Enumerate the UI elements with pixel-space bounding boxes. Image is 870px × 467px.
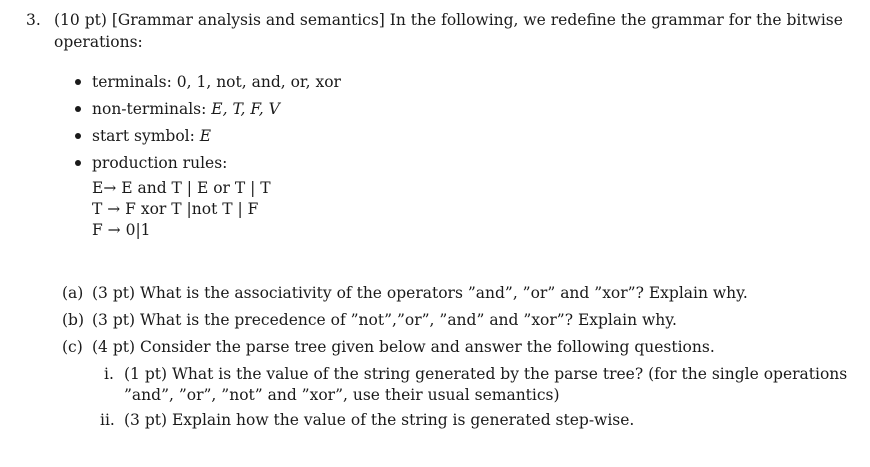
question-number: 3.: [26, 11, 41, 29]
nonterminals-label: non-terminals:: [92, 100, 207, 118]
bullet-terminals: [75, 79, 81, 85]
start-symbol-value: E: [199, 127, 212, 145]
start-symbol-label: start symbol:: [92, 127, 195, 145]
terminals-item: [92, 72, 341, 92]
part-b-marker: (b): [62, 311, 85, 329]
bullet-production-rules: [75, 160, 81, 166]
production-rule-T: T → F xor T |not T | F: [92, 200, 259, 218]
terminals-label: terminals:: [92, 73, 172, 91]
part-c-ii-text: (3 pt) Explain how the value of the string is generated step-wise.: [124, 411, 635, 429]
part-c-i-marker: i.: [104, 365, 114, 383]
question-header-line1: (10 pt) [Grammar analysis and semantics] In the following, we redefine the grammar for the bitwise: [54, 11, 843, 29]
part-b-text: (3 pt) What is the precedence of ”not”,”or”, ”and” and ”xor”? Explain why.: [92, 311, 677, 329]
nonterminals-item: [92, 99, 280, 119]
production-rules-label: production rules:: [92, 154, 228, 172]
part-a-text: (3 pt) What is the associativity of the operators ”and”, ”or” and ”xor”? Explain why.: [92, 284, 748, 302]
part-c-marker: (c): [62, 338, 83, 356]
part-c-i-line2: ”and”, ”or”, ”not” and ”xor”, use their usual semantics): [124, 386, 560, 404]
part-c-i-line1: (1 pt) What is the value of the string generated by the parse tree? (for the single operations: [124, 365, 848, 383]
part-c-ii-marker: ii.: [100, 411, 115, 429]
part-c-text: (4 pt) Consider the parse tree given below and answer the following questions.: [92, 338, 715, 356]
production-rule-E: E→ E and T | E or T | T: [92, 179, 271, 197]
part-a-marker: (a): [62, 284, 84, 302]
start-symbol-item: [92, 126, 211, 146]
question-header-line2: operations:: [54, 33, 143, 51]
production-rule-F: F → 0|1: [92, 221, 151, 239]
terminals-value: 0, 1, not, and, or, xor: [176, 73, 341, 91]
bullet-nonterminals: [75, 106, 81, 112]
nonterminals-value: E, T, F, V: [211, 100, 280, 118]
bullet-start-symbol: [75, 133, 81, 139]
